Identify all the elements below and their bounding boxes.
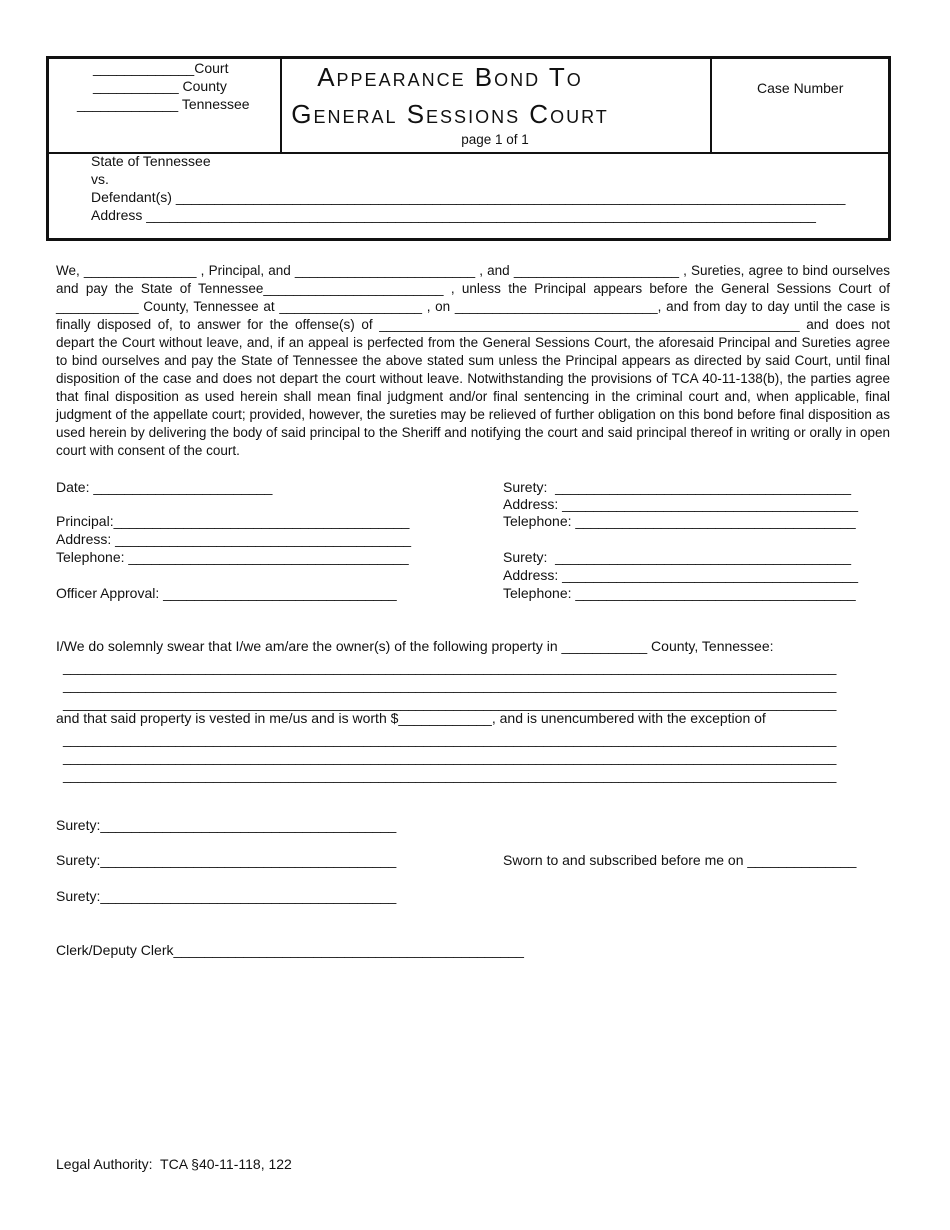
- case-number-label: Case Number: [757, 80, 844, 96]
- surety2-address-field[interactable]: Address: ______________________________________: [503, 567, 859, 583]
- defendant-field[interactable]: Defendant(s) ______________________________________________________________________________________: [91, 189, 846, 205]
- state-label: State of Tennessee: [91, 153, 211, 169]
- property-line[interactable]: _______________________________________________________________________________________________________: [63, 660, 837, 675]
- surety-signature-2[interactable]: Surety:______________________________________: [56, 852, 397, 868]
- exception-line[interactable]: _______________________________________________________________________________________________________: [63, 768, 837, 783]
- address-field[interactable]: Address ______________________________________________________________________________________: [91, 207, 816, 223]
- exception-line[interactable]: _______________________________________________________________________________________________________: [63, 732, 837, 747]
- surety2-field[interactable]: Surety: ______________________________________: [503, 549, 852, 565]
- clerk-signature-field[interactable]: Clerk/Deputy Clerk_____________________________________________: [56, 942, 524, 958]
- property-line[interactable]: _______________________________________________________________________________________________________: [63, 696, 837, 711]
- vs-label: vs.: [91, 171, 109, 187]
- tennessee-line: _____________ Tennessee: [77, 96, 250, 112]
- legal-authority: Legal Authority: TCA §40-11-118, 122: [56, 1156, 292, 1172]
- principal-field[interactable]: Principal:______________________________________: [56, 513, 410, 529]
- property-vested: and that said property is vested in me/us and is worth $____________, and is unencumbered with the exception of: [56, 710, 766, 726]
- officer-approval-field[interactable]: Officer Approval: ______________________________: [56, 585, 397, 601]
- bond-paragraph: We, _______________ , Principal, and ________________________ , and ______________________ , Sureties, agree to bind ourselves and pay the State of Tennessee________________________ , unless the Principal appears before the General Sessions Court of ___________ County, Tennessee at ___________________ , on ___________________________, and from day to day until the case is finally disposed of, to answer for the offense(s) of ________________________________________________________ and does not depart the Court without leave, and, if an appeal is perfected from the General Sessions Court, the aforesaid Principal and Sureties agree to bind ourselves and pay the State of Tennessee the above stated sum unless the Principal appears as directed by said Court, until final disposition of the case and does not depart the court without leave. Notwithstanding the provisions of TCA 40-11-138(b), the parties agree that final disposition as used herein shall mean final judgment and/or final sentencing in the criminal court and, when applicable, final judgment of the appellate court; provided, however, the sureties may be relieved of further obligation on this bond before final disposition as used herein by delivering the body of said principal to the Sheriff and notifying the court and said principal thereof in writing or orally in open court with consent of the court.: [56, 263, 890, 458]
- principal-address-field[interactable]: Address: ______________________________________: [56, 531, 412, 547]
- surety1-field[interactable]: Surety: ______________________________________: [503, 479, 852, 495]
- surety1-telephone-field[interactable]: Telephone: ____________________________________: [503, 513, 856, 529]
- sworn-field[interactable]: Sworn to and subscribed before me on ______________: [503, 852, 857, 868]
- property-line[interactable]: _______________________________________________________________________________________________________: [63, 678, 837, 693]
- surety2-telephone-field[interactable]: Telephone: ____________________________________: [503, 585, 856, 601]
- date-field[interactable]: Date: _______________________: [56, 479, 273, 495]
- title-line-2: General Sessions Court: [291, 99, 609, 129]
- title-line-1: Appearance Bond To: [317, 62, 583, 92]
- exception-line[interactable]: _______________________________________________________________________________________________________: [63, 750, 837, 765]
- property-oath: I/We do solemnly swear that I/we am/are the owner(s) of the following property in ___________ County, Tennessee:: [56, 638, 774, 654]
- page-info: page 1 of 1: [461, 132, 529, 147]
- court-line: _____________Court: [93, 60, 229, 76]
- county-line: ___________ County: [93, 78, 227, 94]
- surety-signature-1[interactable]: Surety:______________________________________: [56, 817, 397, 833]
- surety-signature-3[interactable]: Surety:______________________________________: [56, 888, 397, 904]
- principal-telephone-field[interactable]: Telephone: ____________________________________: [56, 549, 409, 565]
- surety1-address-field[interactable]: Address: ______________________________________: [503, 496, 859, 512]
